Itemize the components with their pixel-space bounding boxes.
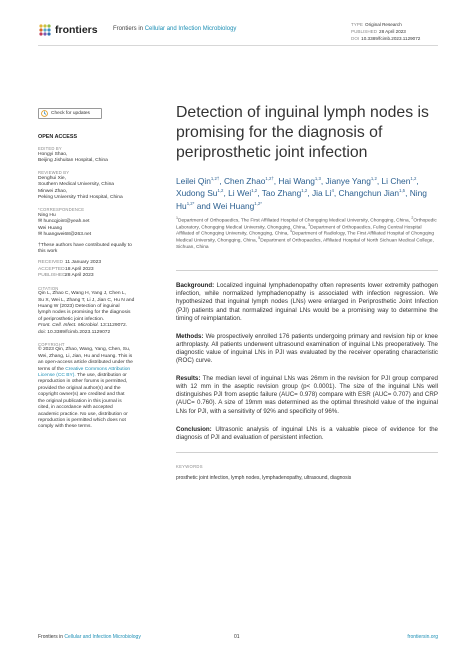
frontiers-logo-icon bbox=[38, 23, 52, 37]
copyright-line-8: copyright owner(s) are credited and that bbox=[38, 392, 125, 398]
check-for-updates-button[interactable] bbox=[38, 108, 102, 119]
abstract-background: Background: Localized inguinal lymphadenopathy often represents lower extremity pathogen infection, while normalized lymphadenopathy is associated with infection regression. We hypothesized that inguinal lymph nodes (LNs) were enlarged in Periprosthetic Joint Infection (PJI) patients and that normalized inguinal LNs would be a promising way to determine the timing of reimplantation. bbox=[176, 282, 438, 322]
author-item[interactable]: Wei Huang$^{1,2*}$ bbox=[213, 200, 262, 211]
corr-1-email[interactable]: ✉ huncqjoint@yeah.net bbox=[38, 219, 90, 225]
page-footer bbox=[38, 634, 438, 646]
corr-1-name: Ning Hu bbox=[38, 212, 56, 218]
abstract-results: Results: The median level of inguinal LNs was 26mm in the revision for PJI group compared with 12 mm in the aseptic revision group (p< 0.0001). The size of the inguinal LNs well distinguishes PJI from aseptic failure (AUC= 0.978) compare with ESR (AUC= 0.707) and CRP (AUC= 0.760). A size of 19mm was determined as the optimal threshold value of the inguinal LNs for PJI, with a sensitivity of 92% and specificity of 96%. bbox=[176, 375, 438, 415]
page-header bbox=[38, 20, 438, 46]
logo-text: frontiers bbox=[55, 24, 98, 36]
check-updates-label: Check for updates bbox=[51, 111, 90, 116]
journal-prefix: Frontiers in bbox=[113, 26, 144, 32]
author-item[interactable]: Ning $Hu^{1,2*}$ bbox=[176, 188, 427, 211]
citation-doi[interactable]: doi: 10.3389/fcimb.2023.1129072 bbox=[38, 329, 111, 335]
journal-name[interactable] bbox=[113, 26, 236, 32]
cc-license-link-2[interactable]: License (CC BY). bbox=[38, 373, 76, 379]
author-item[interactable]: Jianye Yang$^{1,2}$ bbox=[325, 176, 377, 186]
author-item[interactable]: Li Wei$^{1,2}$ bbox=[228, 188, 258, 199]
author-item[interactable]: Xudong Su$^{1,2}$ bbox=[176, 188, 224, 199]
citation-line-3: Huang W (2023) Detection of inguinal bbox=[38, 303, 120, 309]
author-item[interactable]: Leilei Qin$^{1,2\dagger}$ bbox=[176, 176, 220, 186]
affiliations: $^1$Department of Orthopaedics, The First Affiliated Hospital of Chongqing Medical University, Chongqing, China, $^2$Orthopedic Laboratory, Chongqing Medical University, Chongqing, China, $^3$Department of Orthopaedics, Fuling Central Hospital Affiliated of Chongqing University, Chongqing, China, $^4$Department of Radiology, The First Affiliated Hospital of Chongqing Medical University, Chongqing, China, $^5$Department of Orthopaedics, Affiliated Hospital of North Sichuan Medical College, Sichuan, China bbox=[176, 215, 437, 251]
citation-line-2: Su X, Wei L, Zhang T, Li J, Jian C, Hu N and bbox=[38, 297, 135, 303]
reviewed-by-label: REVIEWED BY bbox=[38, 170, 70, 176]
page-number: 01 bbox=[234, 634, 240, 640]
correspondence-label: *CORRESPONDENCE bbox=[38, 207, 85, 213]
keywords: prosthetic joint infection, lymph nodes, lymphadenopathy, ultrasound, diagnosis bbox=[176, 474, 352, 481]
article-meta bbox=[351, 21, 420, 42]
refresh-icon bbox=[41, 110, 48, 117]
copyright-line-3: an open-access article distributed under the bbox=[38, 360, 133, 366]
abstract-conclusion: Conclusion: Ultrasonic analysis of inguinal LNs is a valuable piece of evidence for the diagnosis of PJI and evaluation of persistent infection. bbox=[176, 425, 438, 441]
citation-label: CITATION bbox=[38, 285, 59, 291]
author-item[interactable]: Changchun Jian$^{1,5}$ bbox=[338, 188, 406, 199]
keywords-section bbox=[176, 452, 438, 481]
copyright-line-1: © 2023 Qin, Zhao, Wang, Yang, Chen, Su, bbox=[38, 347, 131, 353]
author-item[interactable]: Chen Zhao$^{1,2\dagger}$ bbox=[223, 176, 274, 186]
copyright-line-11: academic practice. No use, distribution or bbox=[38, 411, 128, 417]
citation-line-1: Qin L, Zhao C, Wang H, Yang J, Chen L, bbox=[38, 291, 126, 297]
citation-line-4: lymph nodes is promising for the diagnosis bbox=[38, 310, 131, 316]
date-accepted: ACCEPTED18 April 2023 bbox=[38, 266, 94, 272]
copyright-line-13: comply with these terms. bbox=[38, 424, 92, 430]
footer-journal[interactable]: Frontiers in Cellular and Infection Microbiology bbox=[38, 634, 141, 640]
meta-doi[interactable]: DOI 10.3389/fcimb.2023.1129072 bbox=[351, 36, 421, 41]
reviewer-2-affil: Peking University Third Hospital, China bbox=[38, 195, 123, 201]
abstract bbox=[176, 270, 438, 442]
citation-line-5: of periprosthetic joint infection. bbox=[38, 316, 105, 322]
reviewer-1-affil: Southern Medical University, China bbox=[38, 182, 115, 188]
cc-license-link[interactable]: Creative Commons Attribution bbox=[65, 366, 131, 372]
copyright-line-9: the original publication in this journal is bbox=[38, 398, 122, 404]
reviewer-2-name: Minwei Zhao, bbox=[38, 188, 68, 194]
citation-journal: Front. Cell. Infect. Microbiol. 13:1129072. bbox=[38, 323, 128, 329]
author-list: Leilei Qin$^{1,2\dagger}$, Chen Zhao$^{1,2\dagger}$, Hai Wang$^{1,3}$, Jianye Yang$^{1,2}$, Li Chen$^{1,2}$, Xudong Su$^{1,2}$, Li Wei$^{1,2}$, Tao Zhang$^{1,2}$, Jia Li$^4$, Changchun Jian$^{1,5}$, Ning $Hu^{1,2*}$ and Wei Huang$^{1,2*}$ bbox=[176, 176, 427, 211]
contrib-note-2: this work bbox=[38, 248, 58, 254]
copyright-line-2: Wei, Zhang, Li, Jian, Hu and Huang. This is bbox=[38, 353, 133, 359]
sidebar bbox=[38, 108, 138, 431]
copyright-line-10: cited, in accordance with accepted bbox=[38, 405, 113, 411]
footer-website-link[interactable]: frontiersin.org bbox=[407, 634, 438, 640]
copyright-label: COPYRIGHT bbox=[38, 341, 65, 347]
copyright-line-5: License (CC BY). The use, distribution or bbox=[38, 373, 127, 379]
copyright-line-7: provided the original author(s) and the bbox=[38, 385, 121, 391]
author-item[interactable]: Jia Li$^4$ bbox=[311, 188, 334, 199]
author-item[interactable]: Hai Wang$^{1,3}$ bbox=[278, 176, 321, 186]
keywords-label: KEYWORDS bbox=[176, 463, 203, 469]
author-item[interactable]: Tao Zhang$^{1,2}$ bbox=[261, 188, 308, 199]
journal-title: Cellular and Infection Microbiology bbox=[144, 26, 237, 32]
date-received: RECEIVED 11 January 2023 bbox=[38, 260, 102, 266]
open-access-label: OPEN ACCESS bbox=[38, 134, 78, 140]
abstract-methods: Methods: We prospectively enrolled 176 patients undergoing primary and revision hip or knee arthroplasty. All patients underwent ultrasound examination of inguinal LNs preoperatively. The diagnostic value of inguinal LNs in PJI was evaluated by the receiver operating characteristic (ROC) curve. bbox=[176, 332, 438, 365]
date-published: PUBLISHED28 April 2023 bbox=[38, 273, 94, 279]
article-title: Detection of inguinal lymph nodes is promising for the diagnosis of periprosthetic joint infection bbox=[176, 104, 429, 161]
reviewer-1-name: Denghui Xie, bbox=[38, 175, 67, 181]
article-main bbox=[176, 103, 438, 481]
copyright-line-4: terms of the Creative Commons Attribution bbox=[38, 366, 131, 372]
copyright-line-12: reproduction is permitted which does not bbox=[38, 417, 126, 423]
frontiers-logo[interactable] bbox=[38, 23, 98, 37]
contrib-note-1: †These authors have contributed equally to bbox=[38, 242, 132, 248]
editor-affil: Beijing Jishuitan Hospital, China bbox=[38, 157, 108, 163]
meta-type: TYPE Original Research bbox=[351, 22, 402, 27]
corr-2-email[interactable]: ✉ huangwei68@263.net bbox=[38, 232, 92, 238]
meta-published: PUBLISHED 28 April 2023 bbox=[351, 29, 406, 34]
copyright-line-6: reproduction in other forums is permitted, bbox=[38, 379, 128, 385]
author-item[interactable]: Li Chen$^{1,2}$ bbox=[381, 176, 417, 186]
edited-by-label: EDITED BY bbox=[38, 146, 62, 151]
header-divider bbox=[38, 45, 438, 46]
editor-name: Hongyi Shao, bbox=[38, 151, 68, 157]
corr-2-name: Wei Huang bbox=[38, 225, 63, 231]
